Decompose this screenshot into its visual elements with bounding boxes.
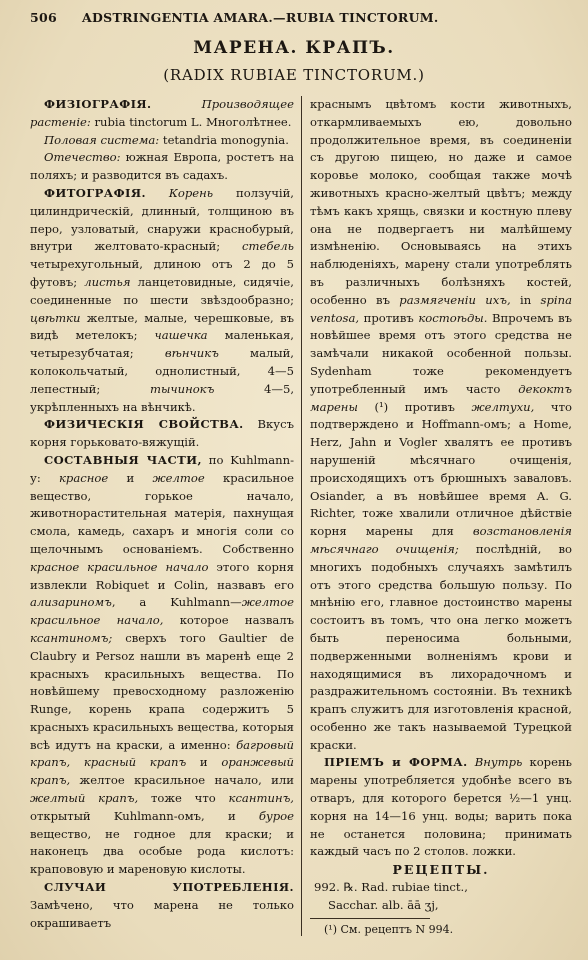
right-column [310, 96, 572, 938]
phytography-paragraph: ФИТОГРАФІЯ. Корень ползучій, цилиндрическій, длинный, толщиною въ перо, узловатый, снаружи краснобурый, внутри желтовато-красный; стебель четырехугольный, длиною отъ 2 до 5 футовъ; листья ланцетовидные, сидячіе, соединенные по шести звѣздообразно; цвѣтки желтые, малые, черешковые, въ видѣ метелокъ; чашечка маленькая, четырезубчатая; вѣнчикъ малый, колокольчатый, однолистный, 4—5 лепестный; тычинокъ 4—5, укрѣпленныхъ на вѣнчикѣ. [30, 185, 295, 414]
footnote: (¹) См. рецептъ N 994. [324, 922, 454, 936]
page-number: 506 [30, 10, 57, 25]
left-column [30, 96, 294, 932]
dosage-form-paragraph: ПРІЕМЪ и ФОРМА. Внутрь корень марены употребляется удобнѣе всего въ отваръ, для которого берется ½—1 унц. корня на 14—16 унц. воды; варить пока не останется половина; принимать каждый часъ по 2 столов. ложки. [310, 755, 572, 859]
section-heading-physiography: ФИЗІОГРАФІЯ. [44, 97, 152, 111]
running-header [0, 10, 588, 30]
usage-continued-paragraph: краснымъ цвѣтомъ кости животныхъ, откармливаемыхъ ею, довольно продолжительное время, въ соединеніи съ другою пищею, но даже и самое коровье молоко, сообщая также мочѣ животныхъ красно-желтый цвѣтъ; между тѣмъ какъ хрящь, связки и костную плеву она не подвергаетъ ни малѣйшему измѣненію. Основываясь на этихъ наблюденіяхъ, марену стали употреблять въ различныхъ болѣзняхъ костей, особенно въ размягченіи ихъ, in spina ventosa, противъ костоѣды. Впрочемъ въ новѣйшее время отъ этого средства не замѣчали никакой особенной пользы. Sydenham тоже рекомендуетъ употребленный имъ часто декоктъ марены (¹) противъ желтухи, что подтверждено и Hoffmann-омъ; а Home, Herz, Jahn и Vogler хвалятъ ее противъ нарушеній мѣсячнаго очищенія, происходящихъ отъ брюшныхъ заваловъ. Osiander, а въ новѣйшее время A. G. Richter, тоже хвалили отличное дѣйствіе корня марены для возстановленія мѣсячнаго очищенія; послѣдній, во многихъ подобныхъ случаяхъ замѣтилъ отъ этого средства большую пользу. По мнѣнію его, главное достоинство марены состоитъ въ томъ, что она легко можетъ быть переносима больными, подверженными волненіямъ крови и находящимися въ лихорадочномъ и раздражительномъ состояніи. Въ техникѣ крапъ служитъ для изготовленія красной, особенно же такъ называемой Турецкой краски. [310, 97, 573, 752]
section-heading-physical-properties: ФИЗИЧЕСКІЯ СВОЙСТВА. [44, 417, 244, 432]
footnote-rule [310, 918, 430, 919]
recipes-heading: РЕЦЕПТЫ. [392, 862, 490, 878]
running-title: ADSTRINGENTIA AMARA.—RUBIA TINCTORUM. [82, 10, 439, 25]
components-paragraph: СОСТАВНЫЯ ЧАСТИ, по Kuhlmann-у: красное и желтое красильное вещество, горькое начало, животнорастительная матерія, пахнущая смола, камедь, сахаръ и многія соли со щелочнымъ основаніемъ. Собственно красное красильное начало этого корня извлекли Robiquet и Colin, назвавъ его ализариномъ, а Kuhlmann—желтое красильное начало, которое назвалъ ксантиномъ; сверхъ того Gaultier de Claubry и Persoz нашли въ маренѣ еще 2 красныхъ красильныхъ вещества. По новѣйшему превосходному разложенію Runge, корень крапа содержитъ 5 красныхъ красильныхъ вещества, которыя всѣ идутъ на краски, а именно: багровый крапъ, красный крапъ и оранжевый крапъ, желтое красильное начало, или желтый крапъ, тоже что ксантинъ, открытый Kuhlmann-омъ, и бурое вещество, не годное для краски; и наконецъ два особые рода кислотъ: крапововую и мареновую кислоты. [30, 452, 295, 877]
column-divider [301, 96, 302, 936]
homeland-paragraph: Отечество: южная Европа, ростетъ на поляхъ; и разводится въ садахъ. [30, 150, 294, 183]
physical-properties-paragraph: ФИЗИЧЕСКІЯ СВОЙСТВА. Вкусъ корня горьковато-вяжущій. [30, 417, 294, 450]
section-heading-dosage-form: ПРІЕМЪ и ФОРМА. [324, 755, 468, 770]
article-subtitle: (RADIX RUBIAE TINCTORUM.) [163, 66, 425, 84]
article-title: МАРЕНА. КРАПЪ. [193, 38, 395, 58]
section-heading-phytography: ФИТОГРАФІЯ. [44, 185, 146, 200]
section-heading-usage: СЛУЧАИ УПОТРЕБЛЕНІЯ. [44, 880, 294, 895]
physiography-paragraph: ФИЗІОГРАФІЯ. Производящее растеніе: rubia tinctorum L. Многолѣтнее. [30, 97, 294, 129]
recipe-line: 992. ℞. Rad. rubiae tinct., [314, 880, 468, 895]
usage-paragraph: СЛУЧАИ УПОТРЕБЛЕНІЯ. Замѣчено, что марена не только окрашиваетъ [30, 880, 294, 930]
sexual-system-paragraph: Половая система: tetandria monogynia. [44, 132, 289, 147]
section-heading-components: СОСТАВНЫЯ ЧАСТИ, [44, 452, 202, 467]
recipe-number: 992. [314, 880, 340, 895]
recipe-line: Sacchar. alb. āā ʒj, [328, 897, 439, 912]
